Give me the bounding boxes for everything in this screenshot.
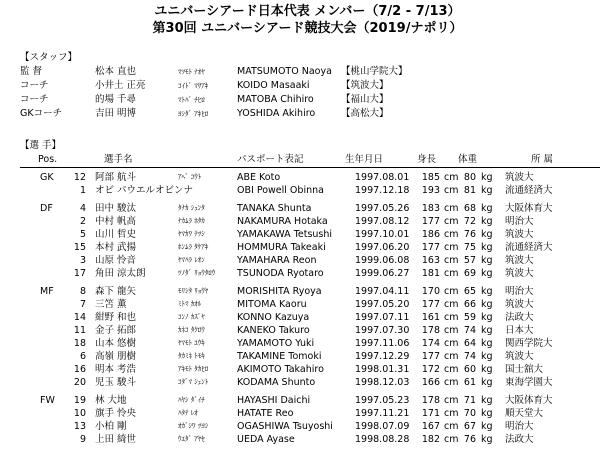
header-divider [20,167,600,168]
player-name: 上田 綺世 [95,434,137,445]
player-number: 13 [73,421,86,432]
player-kana: ﾅｶﾑﾗ ﾎﾀｶ [178,217,205,225]
player-affiliation: 明治大 [505,216,534,227]
player-height: 167 [421,421,440,432]
player-height: 163 [421,255,440,266]
player-position: MF [40,286,54,297]
height-unit: cm [444,203,459,214]
player-name: 小柏 剛 [95,421,127,432]
weight-unit: kg [481,351,493,362]
weight-unit: kg [481,421,493,432]
player-romaji: ABE Koto [237,172,281,183]
player-affiliation: 大阪体育大 [505,395,553,406]
player-row [0,324,615,337]
staff-row [0,93,615,107]
player-height: 178 [421,325,440,336]
player-affiliation: 明治大 [505,421,534,432]
player-weight: 76 [463,434,476,445]
player-affiliation: 日本大 [505,325,534,336]
player-birthdate: 1997.12.18 [355,185,410,196]
player-height: 166 [421,377,440,388]
player-weight: 80 [463,172,476,183]
player-row [0,184,615,197]
player-kana: ｶﾈｺ ﾀｸﾛｳ [178,326,205,334]
header-birth: 生年月日 [345,154,384,165]
player-height: 161 [421,312,440,323]
staff-role: コーチ [20,80,49,91]
player-romaji: UEDA Ayase [237,434,295,445]
player-number: 5 [79,229,86,240]
player-row [0,202,615,215]
player-affiliation: 明治大 [505,286,534,297]
player-row [0,394,615,407]
player-row [0,407,615,420]
player-name: 三笘 薫 [95,299,127,310]
staff-affiliation: 【桃山学院大】 [341,66,408,77]
player-romaji: OGASHIWA Tsuyoshi [237,421,333,432]
player-affiliation: 筑波大 [505,351,534,362]
player-affiliation: 順天堂大 [505,408,544,419]
staff-kana: ｺｲﾄﾞ ﾏｻｱｷ [178,82,209,90]
player-number: 15 [73,242,86,253]
player-number: 8 [79,286,86,297]
staff-affiliation: 【高松大】 [341,108,389,119]
player-birthdate: 1999.06.27 [355,268,410,279]
player-row [0,337,615,350]
weight-unit: kg [481,268,493,279]
player-kana: ｺﾀﾞﾏ ｼｭﾝﾄ [178,378,209,386]
player-height: 186 [421,229,440,240]
staff-row [0,79,615,93]
player-birthdate: 1997.06.20 [355,242,410,253]
player-affiliation: 関西学院大 [505,338,553,349]
title-line-2: 第30回 ユニバーシアード競技大会（2019/ナポリ） [152,21,463,36]
player-affiliation: 法政大 [505,312,534,323]
staff-row [0,65,615,79]
player-position: GK [40,172,54,183]
player-birthdate: 1998.01.31 [355,364,410,375]
player-birthdate: 1997.12.29 [355,351,410,362]
weight-unit: kg [481,312,493,323]
player-name: 明本 考浩 [95,364,137,375]
title-line-1: ユニバーシアード日本代表 メンバー（7/2 - 7/13） [154,4,461,19]
player-affiliation: 筑波大 [505,268,534,279]
player-name: 山本 悠樹 [95,338,137,349]
player-row [0,241,615,254]
player-kana: ｱﾍﾞ ｺｳﾄ [178,173,202,181]
player-number: 9 [79,434,86,445]
player-height: 185 [421,172,440,183]
player-row [0,363,615,376]
player-position: FW [40,395,55,406]
height-unit: cm [444,255,459,266]
weight-unit: kg [481,286,493,297]
player-name: 森下 龍矢 [95,286,137,297]
weight-unit: kg [481,299,493,310]
player-kana: ﾔﾏｶﾜ ﾃﾂｼ [178,230,205,238]
player-weight: 67 [463,421,476,432]
player-birthdate: 1997.05.23 [355,395,410,406]
player-weight: 65 [463,286,476,297]
height-unit: cm [444,216,459,227]
player-number: 12 [73,172,86,183]
player-romaji: AKIMOTO Takahiro [237,364,324,375]
player-height: 193 [421,185,440,196]
player-romaji: KONNO Kazuya [237,312,310,323]
player-number: 7 [79,299,86,310]
player-weight: 69 [463,268,476,279]
height-unit: cm [444,229,459,240]
player-number: 19 [73,395,86,406]
weight-unit: kg [481,377,493,388]
player-number: 17 [73,268,86,279]
player-romaji: YAMAHARA Reon [237,255,317,266]
staff-name: 吉田 明博 [95,108,137,119]
player-name: 紺野 和也 [95,312,137,323]
staff-romaji: YOSHIDA Akihiro [237,108,316,119]
height-unit: cm [444,242,459,253]
staff-affiliation: 【福山大】 [341,94,389,105]
player-height: 171 [421,408,440,419]
player-weight: 74 [463,325,476,336]
player-romaji: KODAMA Shunto [237,377,316,388]
player-romaji: MITOMA Kaoru [237,299,307,310]
table-header [0,153,615,166]
player-weight: 64 [463,338,476,349]
player-kana: ﾂﾉﾀﾞ ﾘｮｳﾀﾛｳ [178,269,216,277]
player-row [0,376,615,389]
player-romaji: OBI Powell Obinna [237,185,324,196]
player-weight: 61 [463,377,476,388]
player-birthdate: 1997.04.11 [355,286,410,297]
player-weight: 72 [463,216,476,227]
player-affiliation: 流通経済大 [505,185,553,196]
player-row [0,228,615,241]
player-weight: 59 [463,312,476,323]
player-number: 16 [73,364,86,375]
player-kana: ﾐﾄﾏ ｶｵﾙ [178,300,202,308]
staff-name: 小井土 正亮 [95,80,146,91]
player-height: 170 [421,286,440,297]
player-kana: ﾀﾅｶ ｼｭﾝﾀ [178,204,205,212]
player-number: 10 [73,408,86,419]
weight-unit: kg [481,338,493,349]
staff-section-label: 【スタッフ】 [20,52,78,63]
player-romaji: TSUNODA Ryotaro [237,268,324,279]
weight-unit: kg [481,395,493,406]
height-unit: cm [444,421,459,432]
staff-role: コーチ [20,94,49,105]
player-weight: 76 [463,229,476,240]
weight-unit: kg [481,172,493,183]
height-unit: cm [444,338,459,349]
player-birthdate: 1997.08.12 [355,216,410,227]
player-kana: ﾊﾔｼ ﾀﾞｲﾁ [178,396,205,404]
player-birthdate: 1997.10.01 [355,229,410,240]
player-row [0,298,615,311]
player-kana: ﾓﾘｼﾀ ﾘｮｳﾔ [178,287,209,295]
player-name: 高嶺 朋樹 [95,351,137,362]
player-number: 20 [73,377,86,388]
player-affiliation: 大阪体育大 [505,203,553,214]
player-kana: ﾊﾀﾃ ﾚｵ [178,409,198,417]
player-romaji: YAMAKAWA Tetsushi [237,229,333,240]
player-row [0,267,615,280]
staff-role: 監 督 [20,66,43,77]
weight-unit: kg [481,185,493,196]
header-height: 身長 [417,154,437,165]
player-birthdate: 1997.11.06 [355,338,410,349]
player-romaji: NAKAMURA Hotaka [237,216,328,227]
player-row [0,311,615,324]
staff-romaji: MATOBA Chihiro [237,94,314,105]
player-height: 182 [421,434,440,445]
player-affiliation: 筑波大 [505,255,534,266]
player-birthdate: 1997.07.11 [355,312,410,323]
player-number: 14 [73,312,86,323]
player-number: 6 [79,351,86,362]
height-unit: cm [444,408,459,419]
player-kana: ｵｶﾞｼﾜ ﾂﾖｼ [178,422,209,430]
player-row [0,350,615,363]
height-unit: cm [444,268,459,279]
height-unit: cm [444,185,459,196]
player-birthdate: 1998.12.03 [355,377,410,388]
player-row [0,420,615,433]
player-kana: ﾔﾏﾓﾄ ﾕｳｷ [178,339,205,347]
player-birthdate: 1997.05.20 [355,299,410,310]
weight-unit: kg [481,229,493,240]
player-birthdate: 1998.08.28 [355,434,410,445]
player-romaji: YAMAMOTO Yuki [237,338,315,349]
player-affiliation: 東海学園大 [505,377,553,388]
player-height: 177 [421,216,440,227]
staff-role: GKコーチ [20,108,63,119]
player-kana: ｺﾝﾉ ｶｽﾞﾔ [178,313,205,321]
player-weight: 81 [463,185,476,196]
player-name: 旗手 怜央 [95,408,137,419]
header-pos: Pos. [38,154,58,165]
player-number: 4 [79,203,86,214]
header-affil: 所 属 [531,154,554,165]
staff-kana: ﾏﾄﾊﾞ ﾁﾋﾛ [178,96,205,104]
player-romaji: KANEKO Takuro [237,325,310,336]
player-number: 11 [73,325,86,336]
player-name: 角田 涼太朗 [95,268,146,279]
player-birthdate: 1997.08.01 [355,172,410,183]
player-kana: ﾔﾏﾊﾗ ﾚｵﾝ [178,256,205,264]
staff-romaji: KOIDO Masaaki [237,80,310,91]
height-unit: cm [444,172,459,183]
player-row [0,285,615,298]
height-unit: cm [444,286,459,297]
player-number: 3 [79,255,86,266]
player-name: 山原 怜音 [95,255,137,266]
height-unit: cm [444,351,459,362]
weight-unit: kg [481,255,493,266]
player-affiliation: 筑波大 [505,172,534,183]
staff-name: 松本 直也 [95,66,137,77]
height-unit: cm [444,434,459,445]
player-name: 中村 帆高 [95,216,137,227]
player-row [0,171,615,184]
player-height: 181 [421,268,440,279]
player-kana: ｱｷﾓﾄ ﾀｶﾋﾛ [178,365,209,373]
player-kana: ｳｴﾀﾞ ｱﾔｾ [178,435,205,443]
player-romaji: HOMMURA Takeaki [237,242,326,253]
player-romaji: MORISHITA Ryoya [237,286,322,297]
height-unit: cm [444,299,459,310]
player-weight: 60 [463,364,476,375]
player-height: 177 [421,351,440,362]
player-weight: 57 [463,255,476,266]
header-name: 選手名 [104,154,133,165]
staff-row [0,107,615,121]
weight-unit: kg [481,203,493,214]
player-romaji: TAKAMINE Tomoki [237,351,322,362]
player-height: 177 [421,299,440,310]
player-affiliation: 筑波大 [505,299,534,310]
player-weight: 68 [463,203,476,214]
player-kana: ﾎﾝﾑﾗ ﾀｹｱｷ [178,243,209,251]
player-birthdate: 1998.07.09 [355,421,410,432]
player-number: 2 [79,216,86,227]
height-unit: cm [444,377,459,388]
player-number: 1 [79,185,86,196]
player-position: DF [40,203,53,214]
height-unit: cm [444,325,459,336]
header-weight: 体重 [458,154,478,165]
player-affiliation: 法政大 [505,434,534,445]
staff-affiliation: 【筑波大】 [341,80,389,91]
staff-romaji: MATSUMOTO Naoya [237,66,332,77]
player-name: 田中 駿汰 [95,203,137,214]
weight-unit: kg [481,364,493,375]
player-name: 児玉 駿斗 [95,377,137,388]
player-affiliation: 国士舘大 [505,364,544,375]
player-height: 174 [421,338,440,349]
player-height: 178 [421,395,440,406]
player-height: 177 [421,242,440,253]
player-weight: 66 [463,299,476,310]
player-height: 183 [421,203,440,214]
player-row [0,254,615,267]
height-unit: cm [444,395,459,406]
player-name: 金子 拓郎 [95,325,137,336]
player-affiliation: 流通経済大 [505,242,553,253]
player-birthdate: 1999.06.08 [355,255,410,266]
staff-name: 的場 千尋 [95,94,137,105]
header-passport: パスポート表記 [237,154,304,165]
player-name: 阿部 航斗 [95,172,137,183]
player-row [0,433,615,446]
height-unit: cm [444,364,459,375]
weight-unit: kg [481,325,493,336]
player-weight: 71 [463,395,476,406]
player-weight: 75 [463,242,476,253]
player-romaji: HATATE Reo [237,408,294,419]
player-birthdate: 1997.05.26 [355,203,410,214]
weight-unit: kg [481,242,493,253]
player-name: 林 大地 [95,395,127,406]
weight-unit: kg [481,216,493,227]
player-height: 172 [421,364,440,375]
player-weight: 74 [463,351,476,362]
player-name: オビ パウエルオビンナ [95,185,194,196]
player-weight: 70 [463,408,476,419]
staff-kana: ﾏﾂﾓﾄ ﾅｵﾔ [178,68,205,76]
weight-unit: kg [481,408,493,419]
player-birthdate: 1997.07.30 [355,325,410,336]
staff-kana: ﾖｼﾀﾞ ｱｷﾋﾛ [178,110,209,118]
player-number: 18 [73,338,86,349]
weight-unit: kg [481,434,493,445]
player-birthdate: 1997.11.21 [355,408,410,419]
player-name: 本村 武揚 [95,242,137,253]
player-romaji: TANAKA Shunta [237,203,312,214]
players-section-label: 【選 手】 [20,140,62,151]
player-row [0,215,615,228]
player-kana: ﾀｶﾐﾈ ﾄﾓｷ [178,352,205,360]
height-unit: cm [444,312,459,323]
player-name: 山川 哲史 [95,229,137,240]
player-affiliation: 筑波大 [505,229,534,240]
player-romaji: HAYASHI Daichi [237,395,311,406]
